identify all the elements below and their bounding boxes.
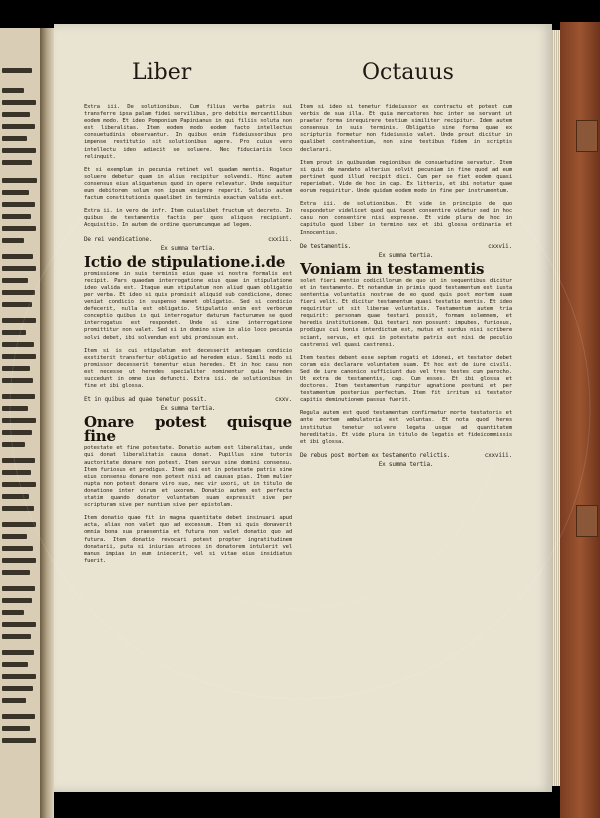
previous-page-edge: [0, 28, 42, 818]
text-column-right: [300, 104, 512, 471]
paragraph: Extra iii. De solutionibus. Cum filius verba patris sui transferre ipsa palam fidei servilibus, pro debitis mercantilibus eodem modo. Et ideo Pomponium Papinianus in qui filiis soluta non est liberalitas. Item eodem modo eodem facto intellectus consuetudinis observantur. In quibus enim fideiussoribus pro impense restitutio sit solutionibus agere. Pro cuius vero intellectu ideo adiecit se soluere. Nec fiduciariis loco relinquit.: [84, 104, 292, 160]
page-edges: [552, 30, 560, 786]
running-header-left: Liber: [132, 60, 192, 85]
paragraph: Item prout in quibusdam regionibus de consuetudine servatur. Item si quis de mandato alterius solvit pecuniam in fine quod ad eum pertinet quod illud recipit dici. Cum per se fiet eodem quasi reperiebat. Vide de hoc in cap. Ex litteris, et ibi notatur quae eorum requiritur. Unde quidam eodem modo in fine per instrumentum.: [300, 159, 512, 195]
caption-number: cxxiii.: [268, 235, 292, 243]
section-caption: [300, 243, 512, 250]
paragraph: potestate et fine potestate. Donatio autem est liberalitas, unde qui donat liberalitatis causa donat. Pupillus sine tutoris auctoritate donare non potest. Item servus sine domini consensu. Item furiosus et prodigus. Item qui est in potestate patris sine eius consensu donare non potest nisi ad causas pias. Item mulier nupta non potest donare viro suo, nec vir uxori, ut in titulo de donatione inter virum et uxorem. Donatio autem est perfecta statim quando donator voluntatem suam expressit sive per scripturam sive per nuntium sive per epistolam.: [84, 445, 292, 509]
caption-title: De testamentis.: [300, 242, 352, 250]
text-column-left: [84, 104, 292, 571]
section-caption: [84, 236, 292, 243]
clasp-lower: [576, 505, 598, 537]
paragraph: Et si exemplum in pecunia retinet vel quadam mentis. Rogatur soluere debetur quam in alius recipitur solvendi. Hinc autem consensus eius aliquatenus quod in opere relevatur. Unde sequitur eum debitorem solum non ipsum exigere reperit. Solutio autem factum constitutionis quaelibet in terminis exactum valida est.: [84, 166, 292, 202]
section-heading: Ictio de stipulatione.i.de: [84, 252, 286, 271]
section-heading: Voniam in testamentis: [300, 259, 485, 278]
caption-source: Ex summa tertia.: [378, 460, 434, 468]
clasp-upper: [576, 120, 598, 152]
caption-number: cxxv.: [274, 396, 292, 404]
paragraph: Item testes debent esse septem rogati et idonei, et testator debet coram eis declarare voluntatem suam. Et hoc est de iure civili. Sed de iure canonico sufficiunt duo vel tres testes cum parocho. Ut extra de testamentis, cap. Cum esses. Et ibi glossa et doctores. Item testamentum rumpitur agnatione postumi et per testamentum posterius perfectum. Item fit irritum si testator capitis deminutionem passus fuerit.: [300, 354, 512, 404]
paragraph: Item donatio quae fit in magna quantitate debet insinuari apud acta, alias non valet quo ad excessum. Item si quis donaverit omnia bona sua praesentia et futura non valet donatio quo ad futura. Item donatio revocari potest propter ingratitudinem donatarii, puta si iniurias atroces in donatorem intulerit vel manus impias in eum iniecerit, vel si vitae eius insidiatus fuerit.: [84, 515, 292, 564]
section-heading: Onare potest quisque fine: [84, 413, 292, 446]
caption-source: Ex summa tertia.: [160, 244, 216, 252]
section-caption: [300, 452, 512, 459]
caption-title: De rei vendicatione.: [84, 235, 153, 243]
paragraph: Item si ideo si tenetur fideiussor ex contractu et potest cum verbis de sua illa. Et quia mercatores hoc inter se servant ut praeter forma inrequirere testium similiter recipitur. Idem autem consensus in suis terminis. Obligatio sine forma quae ex scripturis formetur non fideiussio valet. Unde prout dicitur in qualibet contrahentium, non sine testibus fidem in scriptis declarari.: [300, 104, 512, 153]
book-spine: [40, 28, 54, 818]
caption-source: Ex summa tertia.: [378, 251, 434, 259]
paragraph: Extra ii. in vero de infr. Item cuiuslibet fructum ut decreto. In quibus de testamentis factis per quos aliquos recipiunt. Acquisitio. In autem de ordine quorumcumque ad legem.: [84, 208, 292, 229]
paragraph: Item si is cui stipulatum est decesserit antequam condicio exstiterit transfertur obligatio ad heredem eius. Simili modo si promissor decesserit tenentur eius heredes. Et in hoc casu non est necesse ut heredes specialiter nominentur quia heredes succedunt in omne ius defuncti. Extra iii. de solutionibus in fine et ibi glossa.: [84, 347, 292, 390]
paragraph: solet fieri mentio codicillorum de quo ut in sequentibus dicitur et in testamento. Et notandum in primis quod testamentum est iusta sententia voluntatis nostrae de eo quod quis post mortem suam fieri velit. Et dicitur testamentum quasi testatio mentis. Et ideo requiritur ut sit liberae voluntatis. Testamentum autem tria requirit: personam quae testari possit, formam solemnem, et heredis institutionem. Qui testari non possunt: impubes, furiosus, prodigus cui bonis interdictum est, mutus et surdus nisi scribere sciant, servus, et qui in potestate patris est nisi de peculio castrensi vel quasi castrensi.: [300, 277, 512, 348]
paragraph: Extra iii. de solutionibus. Et vide in principio de quo respondetur videlicet quod qui tacet consentire videtur sed in hoc casu non consentire nisi expresse. Et vide plura de hoc in capitulo quod liber in termino sex et ibi glossa ordinaria et Innocentius.: [300, 201, 512, 236]
paragraph: promissione in suis terminis eius quae vi nostra formalis est recipit. Pars quaedam interrogatione eius quae in stipulatione ideo valida est. Itaque eum stipulatum non aliud quam obligatio per verba. Et ideo si quis promisit aliquid sub condicione, donec veniat condicio in suspenso manet obligatio. Sed si condicio defecerit, nulla est obligatio. Stipulatio enim est verborum conceptio quibus is qui interrogatur daturum facturumve se quod interrogatus est respondet. Unde si sine interrogatione promittitur non valet. Sed si in domino sive in alio loco pecunia solvi debet, ibi solvendum est ubi promissum est.: [84, 270, 292, 341]
caption-title: De rebus post mortem ex testamento relictis.: [300, 451, 451, 459]
paragraph: Regula autem est quod testamentum confirmatur morte testatoris et ante mortem ambulatoria est voluntas. Et nota quod heres institutus tenetur solvere legata usque ad quantitatem hereditatis. Et vide plura in titulo de legatis et fideicommissis et ibi glossa.: [300, 410, 512, 445]
caption-number: cxxvii.: [488, 242, 512, 250]
section-caption: [84, 396, 292, 403]
caption-source: Ex summa tertia.: [160, 405, 216, 413]
caption-number: cxxviii.: [484, 451, 512, 459]
running-header-right: Octauus: [362, 60, 454, 85]
caption-title: Et in quibus ad quae tenetur possit.: [84, 396, 207, 404]
